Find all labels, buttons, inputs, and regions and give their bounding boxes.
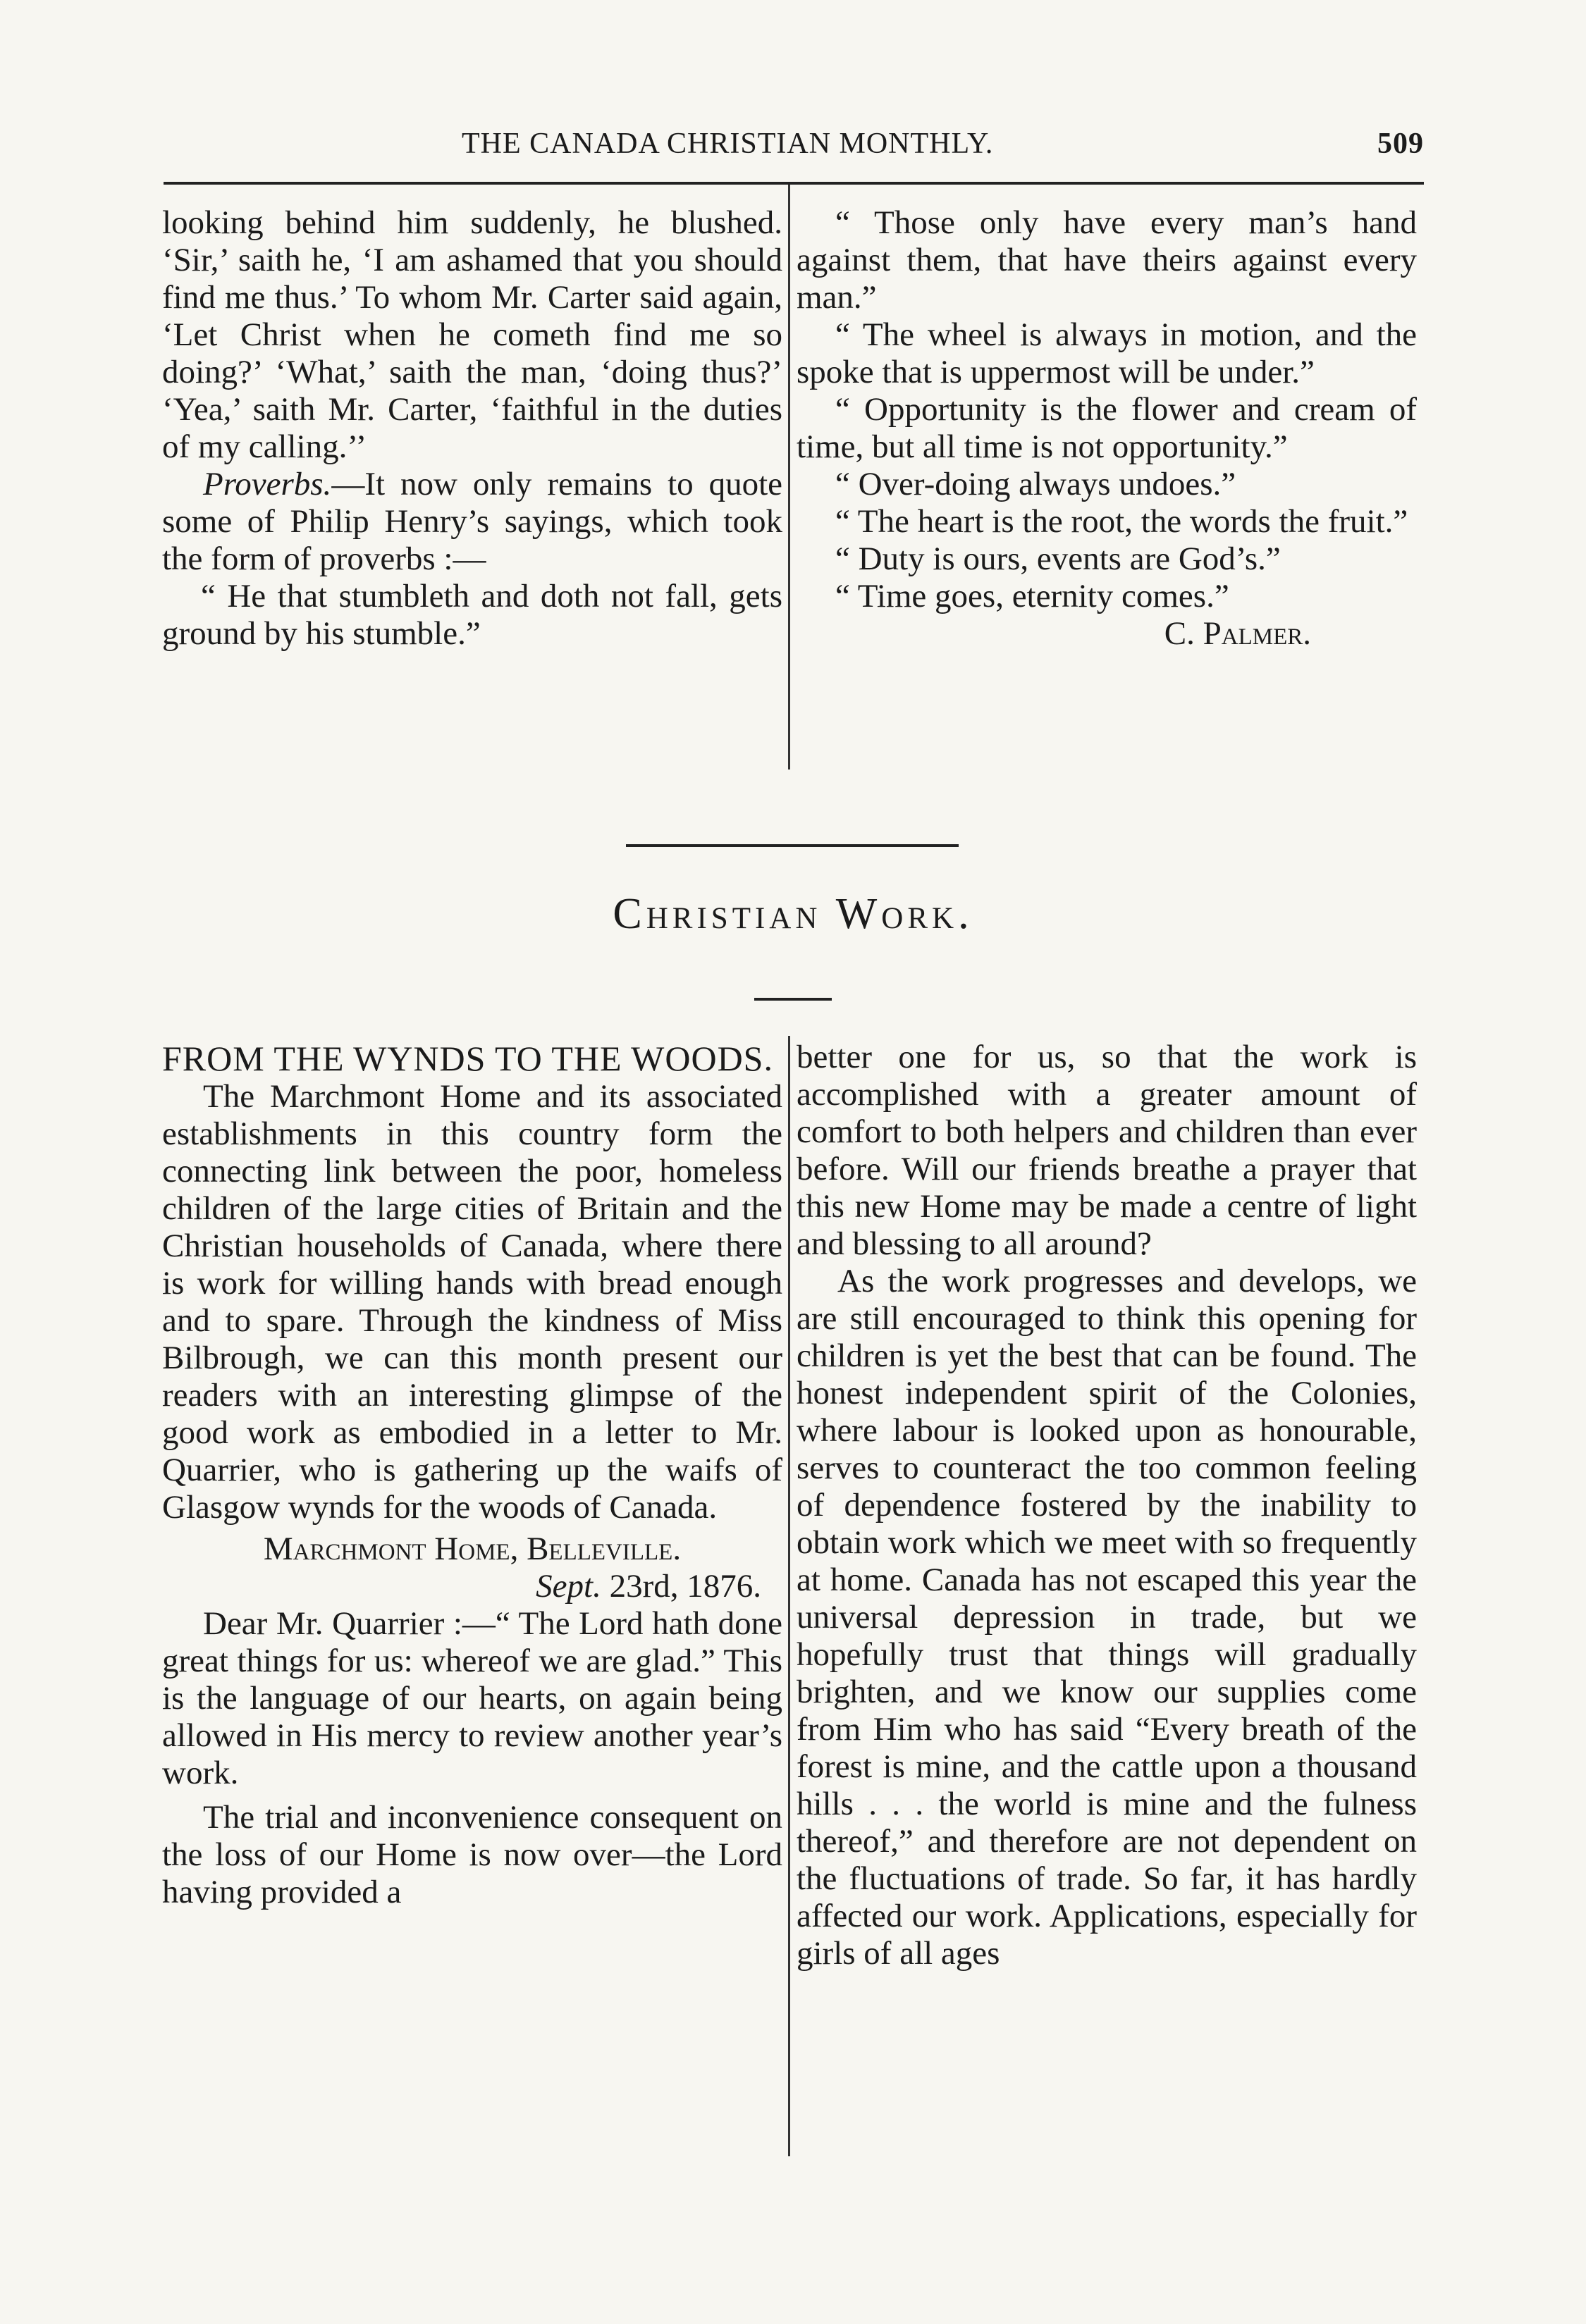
article-left-column xyxy=(162,1039,782,1911)
proverbs-intro-text: —It now only remains to quote some of Philip Henry’s sayings, which took the form of proverbs :— xyxy=(162,466,782,577)
proverb: “ The wheel is always in motion, and the spoke that is uppermost will be under.” xyxy=(797,316,1417,390)
top-left-column xyxy=(162,204,782,653)
letter-date-month: Sept. xyxy=(536,1568,601,1605)
letter-paragraph: Dear Mr. Quarrier :—“ The Lord hath done great things for us: whereof we are glad.” This is the language of our hearts, on again being allowed in His mercy to review another year’s work. xyxy=(162,1605,782,1791)
letter-paragraph: better one for us, so that the work is accomplished with a greater amount of comfort to both helpers and children than ever before. Will our friends breathe a prayer that this new Home may be made a centre of light and blessing to all around? xyxy=(797,1039,1417,1262)
section-divider xyxy=(626,844,959,847)
proverb: “ The heart is the root, the words the fruit.” xyxy=(835,503,1408,540)
proverb: “ Those only have every man’s hand against them, that have theirs against every man.” xyxy=(797,204,1417,316)
proverb: “ Over-doing always undoes.” xyxy=(835,466,1236,502)
proverb: “ Time goes, eternity comes.” xyxy=(835,578,1229,614)
header-rule xyxy=(164,182,1424,185)
section-heading-rule xyxy=(754,998,832,1001)
journal-title: THE CANADA CHRISTIAN MONTHLY. xyxy=(462,128,994,160)
column-divider xyxy=(788,185,790,769)
letter-paragraph: The trial and inconvenience consequent on the loss of our Home is now over—the Lord having provided a xyxy=(162,1799,782,1910)
article-intro: The Marchmont Home and its associated establishments in this country form the connecting link between the poor, homeless children of the large cities of Britain and the Christian households of Canada, where there is work for willing hands with bread enough and to spare. Through the kindness of Miss Bilbrough, we can this month present our readers with an interesting glimpse of the good work as embodied in a letter to Mr. Quarrier, who is gathering up the waifs of Glasgow wynds for the woods of Canada. xyxy=(162,1078,782,1526)
section-heading: Christian Work. xyxy=(613,890,973,938)
paragraph: looking behind him suddenly, he blushed. ‘Sir,’ saith he, ‘I am ashamed that you should find me thus.’ To whom Mr. Carter said again, ‘Let Christ when he cometh find me so doing?’ ‘What,’ saith the man, ‘doing thus?’ ‘Yea,’ saith Mr. Carter, ‘faithful in the duties of my calling.’’ xyxy=(162,204,782,465)
proverb: “ Duty is ours, events are God’s.” xyxy=(835,540,1281,577)
article-title: FROM THE WYNDS TO THE WOODS. xyxy=(162,1039,773,1078)
column-divider xyxy=(788,1036,790,2156)
letter-paragraph: As the work progresses and develops, we are still encouraged to think this opening for children is yet the best that can be found. The honest independent spirit of the Colonies, where labour is looked upon as honourable, serves to counteract the too common feeling of dependence fostered by the inability to obtain work which we meet with so frequently at home. Canada has not escaped this year the universal depression in trade, but we hopefully trust that things will gradually brighten, and we know our supplies come from Him who has said “Every breath of the forest is mine, and the cattle upon a thousand hills . . . the world is mine and the fulness thereof,” and therefore are not dependent on the fluctuations of trade. So far, it has hardly affected our work. Applications, especially for girls of all ages xyxy=(797,1263,1417,1972)
top-right-column xyxy=(797,204,1417,653)
proverbs-intro xyxy=(162,466,782,578)
article-right-column xyxy=(797,1039,1417,1972)
proverb: “ He that stumbleth and doth not fall, gets ground by his stumble.” xyxy=(162,578,782,652)
page-number: 509 xyxy=(1377,128,1424,160)
letter-date xyxy=(162,1568,782,1605)
author-signature: C. Palmer. xyxy=(1164,615,1311,652)
letter-date-rest: 23rd, 1876. xyxy=(609,1568,761,1605)
letter-place: Marchmont Home, Belleville. xyxy=(263,1531,682,1567)
proverb: “ Opportunity is the flower and cream of time, but all time is not opportunity.” xyxy=(797,391,1417,465)
proverbs-label: Proverbs. xyxy=(203,466,332,502)
